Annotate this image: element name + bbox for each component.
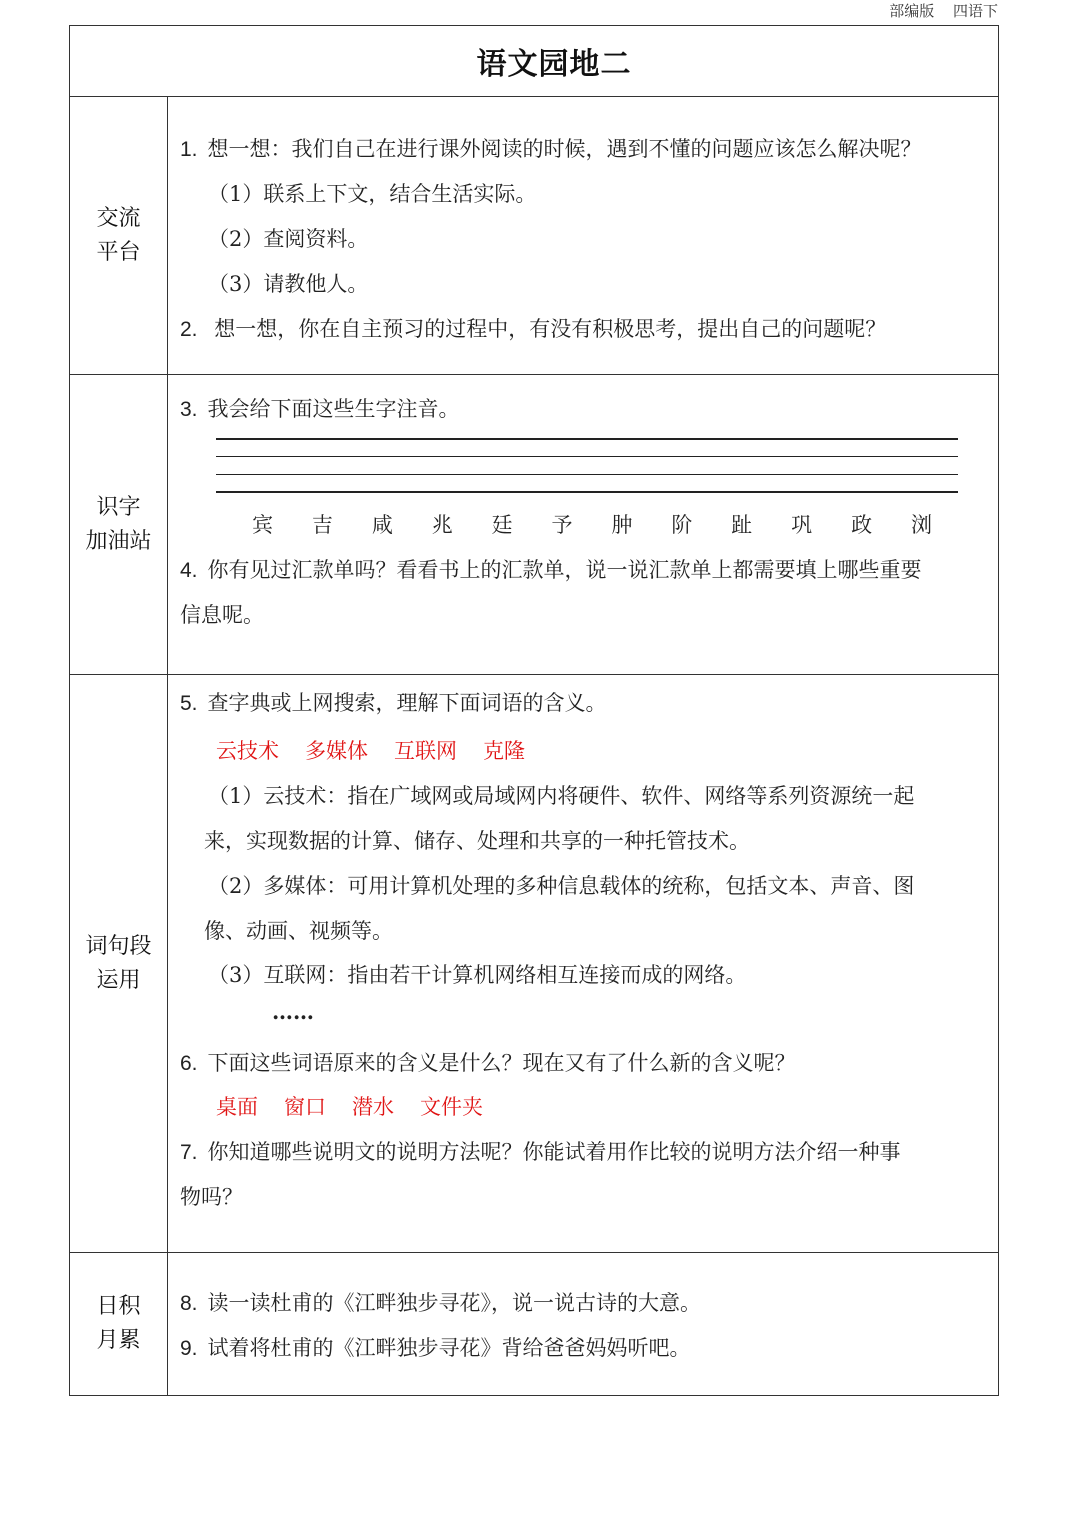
question-number: 9.	[180, 1337, 198, 1360]
section-accumulation	[70, 1253, 998, 1395]
question-number: 1.	[180, 138, 198, 161]
question-text: 试着将杜甫的《江畔独步寻花》背给爸爸妈妈听吧。	[207, 1336, 691, 1360]
term-list-1	[216, 735, 551, 765]
answer-3: （3）请教他人。	[208, 272, 369, 296]
term: 文件夹	[420, 1095, 483, 1119]
question-7	[180, 1136, 901, 1166]
label-line: 词句段	[85, 933, 152, 959]
question-number: 3.	[180, 398, 198, 421]
term-list-2	[216, 1091, 509, 1121]
definition-1: （1）云技术：指在广域网或局域网内将硬件、软件、网络等系列资源统一起	[208, 784, 915, 808]
question-text: 你知道哪些说明文的说明方法呢？你能试着用作比较的说明方法介绍一种事	[207, 1140, 901, 1164]
character: 政	[851, 513, 873, 537]
term: 窗口	[284, 1095, 326, 1119]
answer-1: （1）联系上下文，结合生活实际。	[208, 182, 537, 206]
character: 吉	[311, 513, 333, 537]
grade-name: 四语下	[952, 2, 998, 20]
section-words	[70, 675, 998, 1253]
question-text: 想一想：我们自己在进行课外阅读的时候，遇到不懂的问题应该怎么解决呢？	[207, 137, 922, 161]
label-line: 识字	[96, 494, 141, 520]
question-9	[180, 1332, 691, 1362]
question-2	[180, 313, 886, 343]
question-3	[180, 393, 460, 423]
worksheet-table	[69, 25, 999, 1396]
definition-2-continued: 像、动画、视频等。	[204, 919, 393, 943]
pinyin-line-bottom	[216, 491, 958, 493]
question-text: 你有见过汇款单吗？看看书上的汇款单，说一说汇款单上都需要填上哪些重要	[207, 558, 922, 582]
question-5	[180, 687, 607, 717]
question-4	[180, 554, 922, 584]
pinyin-line-mid	[216, 474, 958, 475]
character: 浏	[910, 513, 932, 537]
section-label-literacy	[70, 375, 168, 674]
section-label-accumulation	[70, 1253, 168, 1395]
character: 廷	[491, 513, 513, 537]
character: 兆	[431, 513, 453, 537]
label-line: 加油站	[85, 528, 152, 554]
term: 潜水	[352, 1095, 394, 1119]
pinyin-line-mid	[216, 456, 958, 457]
section-content-words	[180, 675, 986, 1252]
question-8	[180, 1287, 701, 1317]
character: 宾	[252, 513, 273, 537]
term: 互联网	[394, 739, 457, 763]
question-number: 6.	[180, 1052, 198, 1075]
question-1	[180, 133, 922, 163]
page-title: 语文园地二	[476, 47, 632, 82]
character: 咸	[371, 513, 393, 537]
question-text: 下面这些词语原来的含义是什么？现在又有了什么新的含义呢？	[207, 1051, 796, 1075]
label-line: 平台	[96, 239, 141, 265]
title-row	[70, 26, 998, 97]
character: 肿	[611, 513, 633, 537]
question-number: 2.	[180, 318, 198, 341]
label-line: 运用	[96, 967, 141, 993]
question-number: 7.	[180, 1141, 198, 1164]
edition-label	[875, 0, 998, 21]
answer-2: （2）查阅资料。	[208, 227, 369, 251]
definition-3: （3）互联网：指由若干计算机网络相互连接而成的网络。	[208, 963, 747, 987]
question-text: 想一想，你在自主预习的过程中，有没有积极思考，提出自己的问题呢？	[207, 317, 887, 341]
section-literacy	[70, 375, 998, 675]
question-text: 读一读杜甫的《江畔独步寻花》，说一说古诗的大意。	[207, 1291, 702, 1315]
definition-2: （2）多媒体：可用计算机处理的多种信息载体的统称，包括文本、声音、图	[208, 874, 915, 898]
ellipsis: ……	[272, 999, 314, 1024]
question-text: 我会给下面这些生字注音。	[207, 397, 460, 421]
label-line: 日积	[96, 1294, 141, 1319]
character-list	[252, 509, 932, 539]
question-7-continued: 物吗？	[180, 1185, 243, 1209]
section-content-accumulation	[180, 1253, 986, 1395]
question-6	[180, 1047, 796, 1077]
question-text: 查字典或上网搜索，理解下面词语的含义。	[207, 691, 607, 715]
question-number: 8.	[180, 1292, 198, 1315]
pinyin-line-top	[216, 438, 958, 440]
section-communication	[70, 97, 998, 375]
label-line: 交流	[96, 205, 141, 231]
term: 桌面	[216, 1095, 258, 1119]
edition-name: 部编版	[889, 2, 935, 20]
character: 巩	[791, 513, 813, 537]
section-content-literacy	[180, 375, 986, 674]
character: 趾	[731, 513, 753, 537]
label-line: 月累	[96, 1328, 141, 1353]
section-content-communication	[180, 97, 986, 374]
character: 阶	[671, 513, 693, 537]
question-number: 4.	[180, 559, 198, 582]
question-4-continued: 信息呢。	[180, 603, 264, 627]
term: 克隆	[483, 739, 525, 763]
definition-1-continued: 来，实现数据的计算、储存、处理和共享的一种托管技术。	[204, 829, 750, 853]
term: 多媒体	[305, 739, 368, 763]
section-label-communication	[70, 97, 168, 374]
character: 予	[551, 513, 573, 537]
question-number: 5.	[180, 692, 198, 715]
section-label-words	[70, 675, 168, 1252]
term: 云技术	[216, 739, 279, 763]
